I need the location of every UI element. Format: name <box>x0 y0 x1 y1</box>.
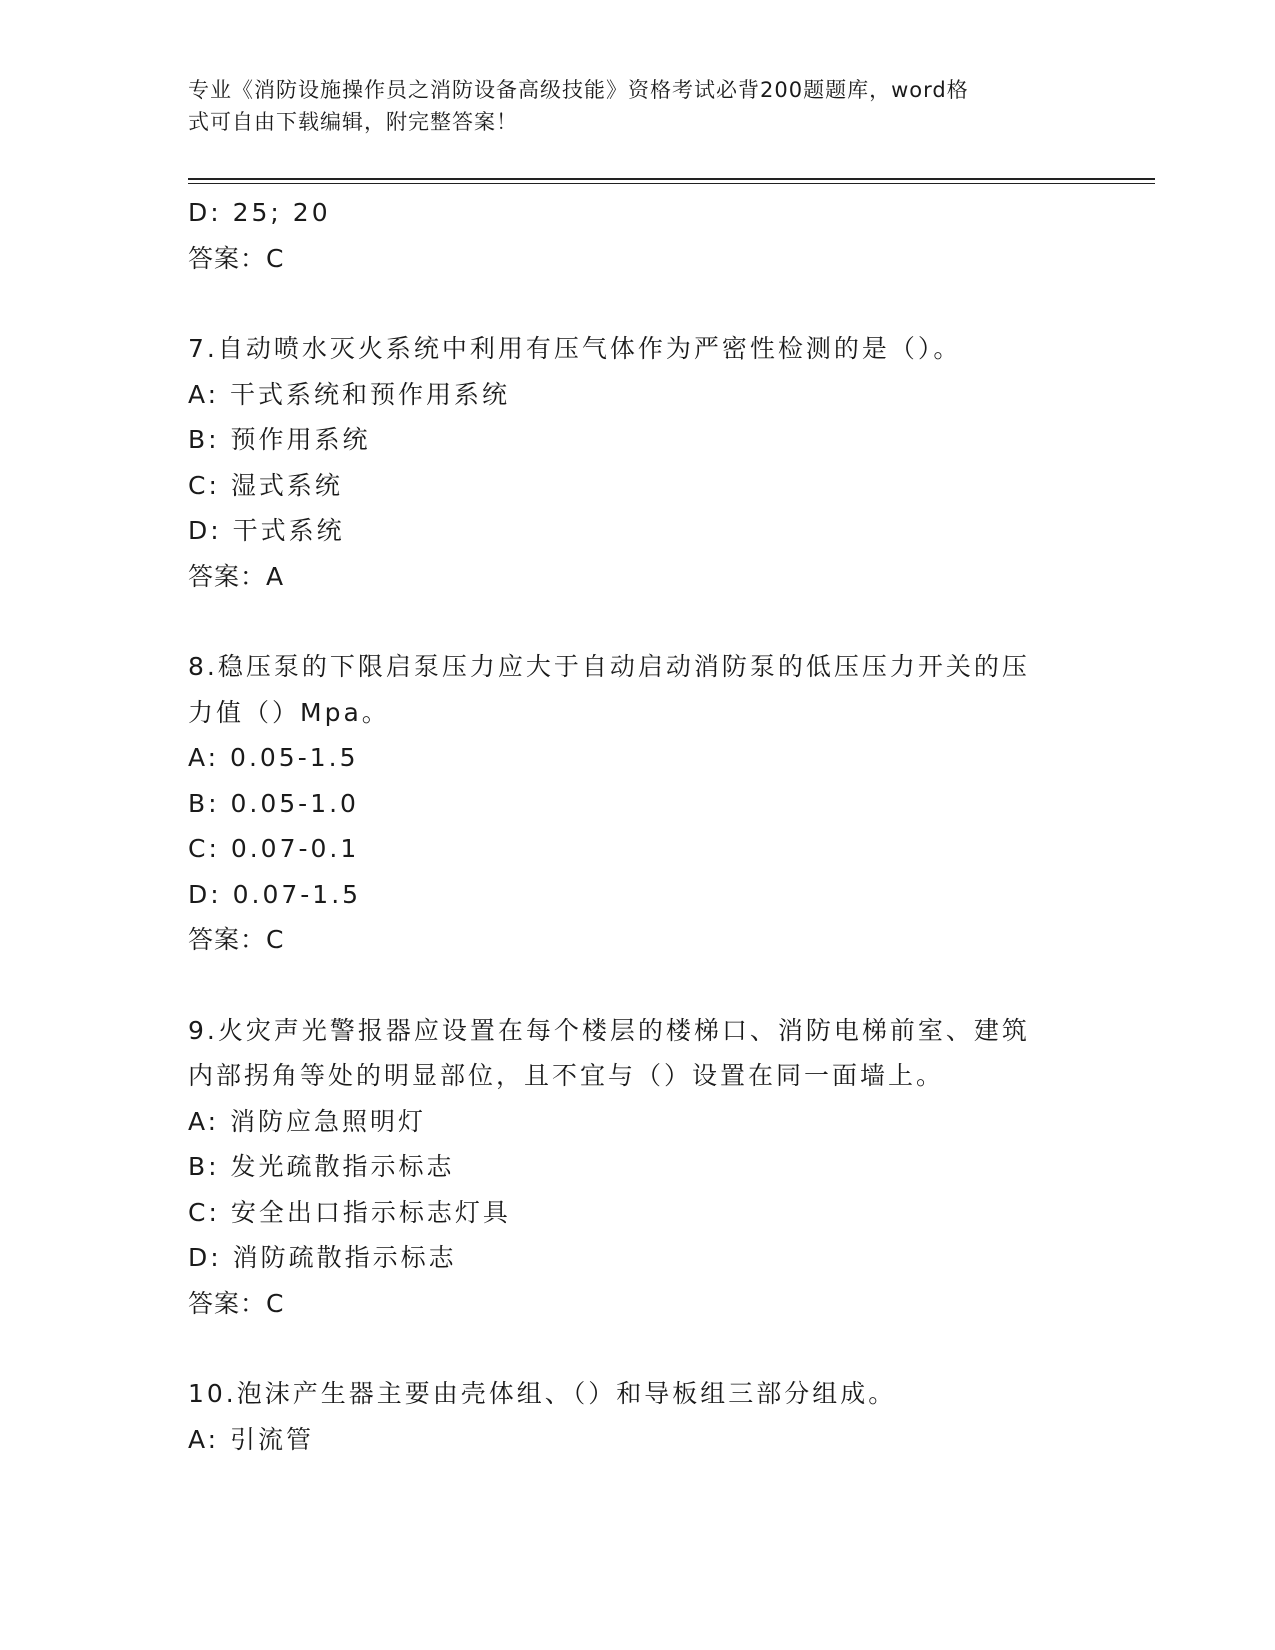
document-body <box>188 190 1068 1462</box>
option-a: A: 消防应急照明灯 <box>188 1106 427 1136</box>
option-d: D: 干式系统 <box>188 516 345 545</box>
question-text: 7.自动喷水灭火系统中利用有压气体作为严密性检测的是（）。 <box>188 334 962 363</box>
answer: 答案：C <box>188 1288 285 1318</box>
question-7 <box>188 326 1068 599</box>
option-b: B: 0.05-1.0 <box>188 788 359 818</box>
option-a: A: 干式系统和预作用系统 <box>188 379 511 409</box>
option-c: C: 湿式系统 <box>188 470 343 500</box>
question-text-line-1: 8.稳压泵的下限启泵压力应大于自动启动消防泵的低压压力开关的压 <box>188 652 1030 681</box>
question-text-line-2: 内部拐角等处的明显部位，且不宜与（）设置在同一面墙上。 <box>188 1061 945 1090</box>
question-8 <box>188 644 1068 963</box>
header-line-2: 式可自由下载编辑，附完整答案！ <box>188 110 518 134</box>
option-a: A: 引流管 <box>188 1424 315 1454</box>
answer: 答案：A <box>188 561 285 591</box>
prev-option-d: D: 25; 20 <box>188 198 331 227</box>
spacer <box>188 1326 1068 1371</box>
option-c: C: 安全出口指示标志灯具 <box>188 1197 511 1227</box>
header-rule <box>188 178 1155 184</box>
option-b: B: 预作用系统 <box>188 425 371 454</box>
option-b: B: 发光疏散指示标志 <box>188 1152 455 1181</box>
answer: 答案：C <box>188 925 285 954</box>
option-c: C: 0.07-0.1 <box>188 834 360 863</box>
header-line-1: 专业《消防设施操作员之消防设备高级技能》资格考试必背200题题库，word格 <box>188 78 969 102</box>
question-9 <box>188 1008 1068 1327</box>
spacer <box>188 281 1068 326</box>
option-d: D: 消防疏散指示标志 <box>188 1243 457 1272</box>
option-d: D: 0.07-1.5 <box>188 879 362 909</box>
question-10 <box>188 1371 1068 1462</box>
page-header <box>188 74 1068 138</box>
question-text-line-2: 力值（）Mpa。 <box>188 697 390 727</box>
spacer <box>188 599 1068 644</box>
spacer <box>188 963 1068 1008</box>
question-text: 10.泡沫产生器主要由壳体组、（）和导板组三部分组成。 <box>188 1379 897 1408</box>
option-a: A: 0.05-1.5 <box>188 743 359 772</box>
prev-answer: 答案：C <box>188 243 285 273</box>
question-text-line-1: 9.火灾声光警报器应设置在每个楼层的楼梯口、消防电梯前室、建筑 <box>188 1015 1030 1045</box>
